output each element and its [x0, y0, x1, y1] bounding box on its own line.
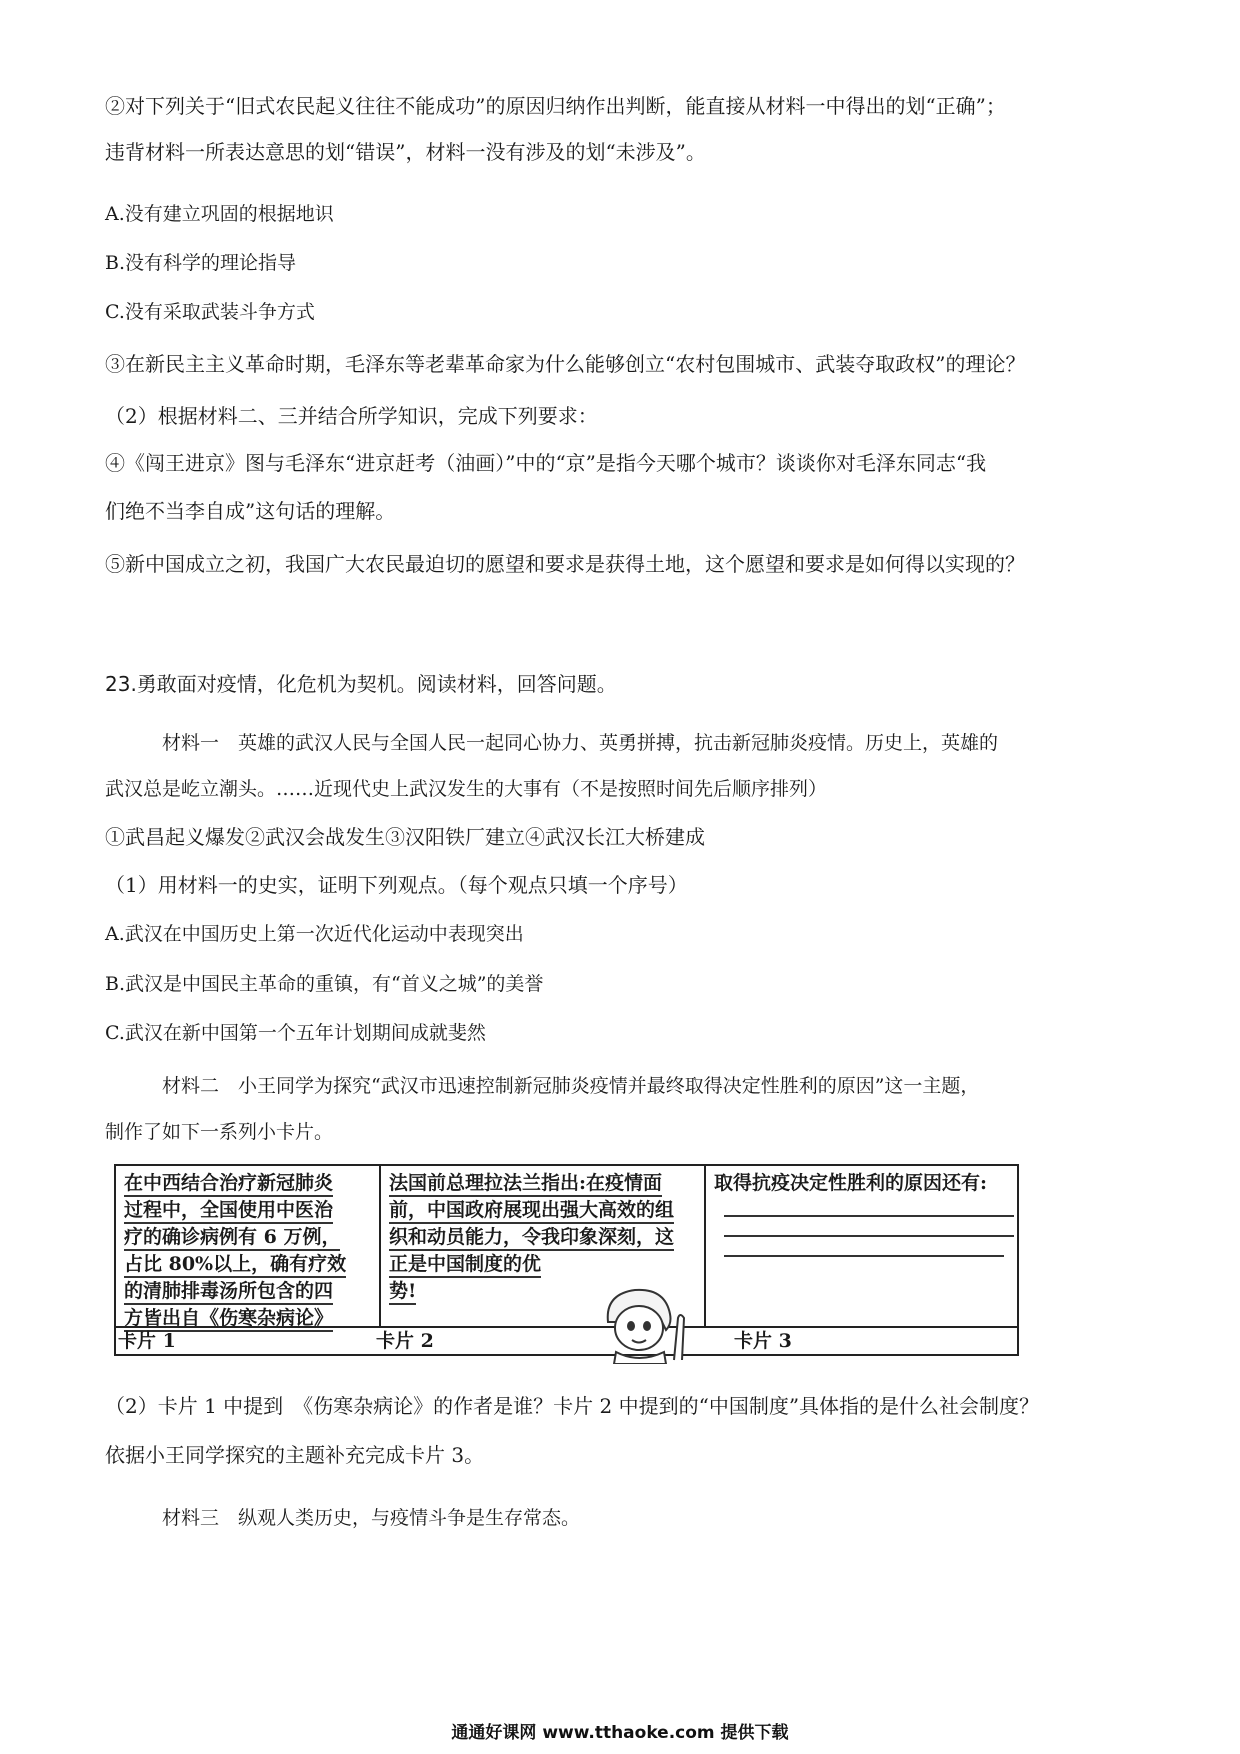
- question-23-heading: 23.勇敢面对疫情，化危机为契机。阅读材料，回答问题。: [105, 672, 617, 696]
- viewpoint-a: A.武汉在中国历史上第一次近代化运动中表现突出: [105, 923, 524, 945]
- option-c: C.没有采取武装斗争方式: [105, 301, 315, 323]
- question-23-part-2: （2）卡片 1 中提到 《伤寒杂病论》的作者是谁？卡片 2 中提到的“中国制度”具体指的是什么社会制度？: [105, 1394, 1040, 1418]
- card-2-label: 卡片 2: [376, 1330, 434, 1352]
- card-1-line: 过程中，全国使用中医治: [124, 1197, 373, 1224]
- answer-blank: [724, 1215, 1014, 1217]
- card-3: [706, 1166, 1017, 1328]
- card-1-line: 的清肺排毒汤所包含的四: [124, 1278, 373, 1305]
- card-1-label: 卡片 1: [118, 1330, 176, 1352]
- events-list: ①武昌起义爆发②武汉会战发生③汉阳铁厂建立④武汉长江大桥建成: [105, 825, 705, 849]
- answer-blank: [724, 1235, 1014, 1237]
- card-2-line: 法国前总理拉法兰指出:在疫情面: [389, 1170, 698, 1197]
- material-1-text: 材料一 英雄的武汉人民与全国人民一起同心协力、英勇拼搏，抗击新冠肺炎疫情。历史上，英雄的: [162, 732, 999, 754]
- question-3-subpart: ③在新民主主义革命时期，毛泽东等老辈革命家为什么能够创立“农村包围城市、武装夺取政权”的理论？: [105, 352, 1026, 376]
- question-23-part-2-cont: 依据小王同学探究的主题补充完成卡片 3。: [105, 1443, 485, 1467]
- material-2-text: 材料二 小王同学为探究“武汉市迅速控制新冠肺炎疫情并最终取得决定性胜利的原因”这一主题，: [162, 1075, 980, 1097]
- material-1-text-cont: 武汉总是屹立潮头。……近现代史上武汉发生的大事有（不是按照时间先后顺序排列）: [105, 778, 828, 800]
- card-1-line: 占比 80%以上，确有疗效: [124, 1251, 373, 1278]
- question-part-2: （2）根据材料二、三并结合所学知识，完成下列要求：: [105, 404, 598, 428]
- option-a: A.没有建立巩固的根据地识: [105, 203, 334, 225]
- card-3-label: 卡片 3: [734, 1330, 792, 1352]
- question-2-subpart: ②对下列关于“旧式农民起义往往不能成功”的原因归纳作出判断，能直接从材料一中得出的划“正确”；: [105, 94, 1006, 118]
- card-2-line: 织和动员能力，令我印象深刻，这: [389, 1224, 698, 1251]
- card-2-line: 势!: [389, 1278, 698, 1305]
- question-4-subpart: ④《闯王进京》图与毛泽东“进京赶考（油画）”中的“京”是指今天哪个城市？谈谈你对毛泽东同志“我: [105, 451, 987, 475]
- answer-blank: [724, 1255, 1004, 1257]
- question-23-part-1: （1）用材料一的史实，证明下列观点。（每个观点只填一个序号）: [105, 873, 688, 897]
- viewpoint-b: B.武汉是中国民主革命的重镇，有“首义之城”的美誉: [105, 973, 544, 995]
- viewpoint-c: C.武汉在新中国第一个五年计划期间成就斐然: [105, 1022, 486, 1044]
- card-labels: [116, 1326, 1017, 1354]
- cartoon-figure-illustration: [590, 1282, 700, 1364]
- card-table: [114, 1164, 1019, 1356]
- card-2-line: 正是中国制度的优: [389, 1251, 698, 1278]
- material-2-text-cont: 制作了如下一系列小卡片。: [105, 1121, 334, 1143]
- material-3-text: 材料三 纵观人类历史，与疫情斗争是生存常态。: [162, 1507, 581, 1529]
- card-1: [116, 1166, 381, 1328]
- card-2-line: 前，中国政府展现出强大高效的组: [389, 1197, 698, 1224]
- question-2-subpart-cont: 违背材料一所表达意思的划“错误”，材料一没有涉及的划“未涉及”。: [105, 140, 706, 164]
- card-3-title: 取得抗疫决定性胜利的原因还有:: [714, 1172, 988, 1194]
- option-b: B.没有科学的理论指导: [105, 252, 297, 274]
- card-1-line: 方皆出自《伤寒杂病论》: [124, 1305, 373, 1332]
- card-1-line: 在中西结合治疗新冠肺炎: [124, 1170, 373, 1197]
- footer-watermark: 通通好课网 www.tthaoke.com 提供下载: [451, 1723, 789, 1743]
- card-1-line: 疗的确诊病例有 6 万例，: [124, 1224, 373, 1251]
- question-4-subpart-cont: 们绝不当李自成”这句话的理解。: [105, 499, 396, 523]
- question-5-subpart: ⑤新中国成立之初，我国广大农民最迫切的愿望和要求是获得土地，这个愿望和要求是如何得以实现的？: [105, 552, 1025, 576]
